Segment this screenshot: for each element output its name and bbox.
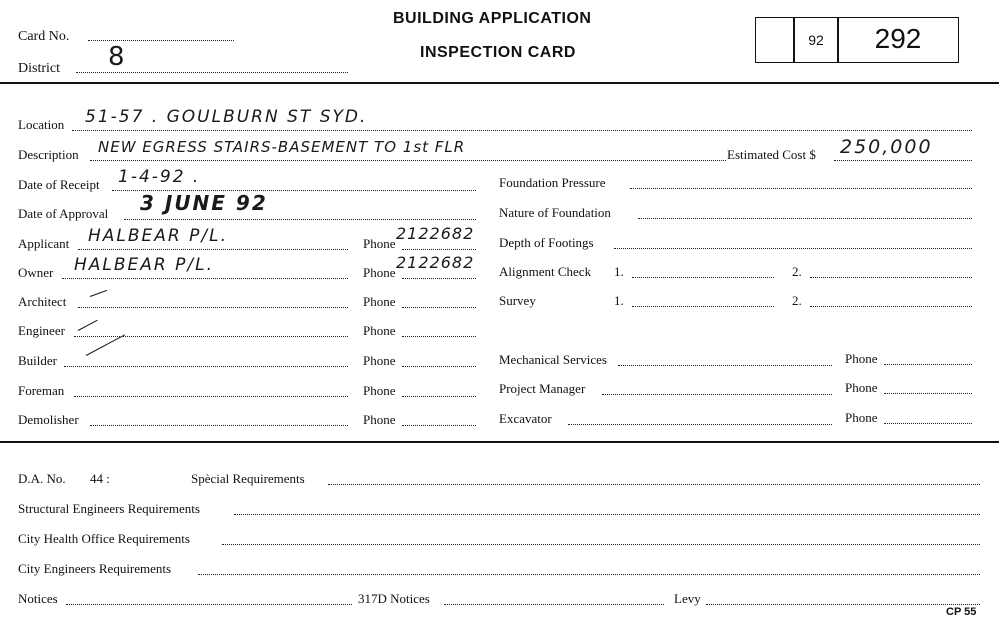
owner-phone-value: 2122682	[396, 253, 475, 272]
foreman-phone-field[interactable]	[402, 396, 476, 397]
card-box-blank	[755, 17, 795, 63]
foundation-pressure-field[interactable]	[630, 188, 972, 189]
demolisher-phone-label: Phone	[363, 412, 396, 427]
district-value: 8	[108, 42, 127, 72]
excavator-phone-label: Phone	[845, 410, 878, 425]
excavator-field[interactable]	[568, 424, 832, 425]
health-requirements-field[interactable]	[222, 544, 980, 545]
card-box-year	[793, 17, 839, 63]
location-label: Location	[18, 117, 65, 132]
health-requirements-label: City Health Office Requirements	[18, 531, 190, 546]
builder-field[interactable]	[64, 366, 348, 367]
builder-label: Builder	[18, 353, 57, 368]
page-title-line2: INSPECTION CARD	[420, 44, 576, 61]
estimated-cost-label: Estimated Cost $	[727, 147, 816, 162]
special-requirements-label: Spècial Requirements	[191, 471, 305, 486]
estimated-cost-field[interactable]	[834, 160, 972, 161]
foreman-label: Foreman	[18, 383, 65, 398]
excavator-phone-field[interactable]	[884, 423, 972, 424]
demolisher-label: Demolisher	[18, 412, 79, 427]
description-field[interactable]	[90, 160, 726, 161]
district-field[interactable]	[76, 72, 348, 73]
mechanical-services-label: Mechanical Services	[499, 352, 607, 367]
survey-1-field[interactable]	[632, 306, 774, 307]
notices-317d-field[interactable]	[444, 604, 664, 605]
mechanical-phone-label: Phone	[845, 351, 878, 366]
notices-field[interactable]	[66, 604, 352, 605]
alignment-check-1-field[interactable]	[632, 277, 774, 278]
builder-phone-field[interactable]	[402, 366, 476, 367]
date-receipt-label: Date of Receipt	[18, 177, 100, 192]
notices-label: Notices	[18, 591, 58, 606]
owner-value: HALBEAR P/L.	[74, 255, 214, 275]
estimated-cost-value: 250,000	[840, 136, 933, 158]
owner-field[interactable]	[62, 278, 348, 279]
architect-dash-mark	[90, 290, 107, 297]
survey-2-field[interactable]	[810, 306, 972, 307]
levy-label: Levy	[674, 591, 701, 606]
architect-label: Architect	[18, 294, 67, 309]
architect-phone-label: Phone	[363, 294, 396, 309]
card-no-label: Card No.	[18, 29, 70, 44]
mechanical-services-field[interactable]	[618, 365, 832, 366]
alignment-check-1-label: 1.	[614, 264, 624, 279]
structural-requirements-label: Structural Engineers Requirements	[18, 501, 200, 516]
nature-foundation-label: Nature of Foundation	[499, 205, 611, 220]
card-box-number	[837, 17, 959, 63]
card-box-number-value: 292	[874, 23, 922, 54]
alignment-check-2-label: 2.	[792, 264, 802, 279]
foreman-phone-label: Phone	[363, 383, 396, 398]
city-engineers-requirements-label: City Engineers Requirements	[18, 561, 172, 576]
district-label: District	[18, 61, 60, 76]
description-label: Description	[18, 147, 79, 162]
project-manager-phone-label: Phone	[845, 380, 878, 395]
engineer-field[interactable]	[74, 336, 348, 337]
date-approval-label: Date of Approval	[18, 206, 109, 221]
project-manager-field[interactable]	[602, 394, 832, 395]
project-manager-label: Project Manager	[499, 381, 586, 396]
date-approval-field[interactable]	[124, 219, 476, 220]
survey-label: Survey	[499, 293, 536, 308]
levy-field[interactable]	[706, 604, 980, 605]
engineer-dash-mark	[78, 320, 98, 331]
engineer-label: Engineer	[18, 323, 65, 338]
alignment-check-label: Alignment Check	[499, 264, 592, 279]
applicant-value: HALBEAR P/L.	[88, 226, 228, 246]
description-value: NEW EGRESS STAIRS-BASEMENT TO 1st FLR	[98, 138, 466, 156]
page-title-line1: BUILDING APPLICATION	[393, 10, 592, 27]
applicant-label: Applicant	[18, 236, 70, 251]
depth-footings-label: Depth of Footings	[499, 235, 594, 250]
owner-phone-label: Phone	[363, 265, 396, 280]
engineer-phone-label: Phone	[363, 323, 396, 338]
engineer-phone-field[interactable]	[402, 336, 476, 337]
depth-footings-field[interactable]	[614, 248, 972, 249]
alignment-check-2-field[interactable]	[810, 277, 972, 278]
architect-phone-field[interactable]	[402, 307, 476, 308]
applicant-phone-value: 2122682	[396, 224, 475, 243]
applicant-phone-field[interactable]	[402, 249, 476, 250]
demolisher-field[interactable]	[90, 425, 348, 426]
project-manager-phone-field[interactable]	[884, 393, 972, 394]
architect-field[interactable]	[78, 307, 348, 308]
excavator-label: Excavator	[499, 411, 552, 426]
builder-phone-label: Phone	[363, 353, 396, 368]
notices-317d-label: 317D Notices	[358, 591, 430, 606]
structural-requirements-field[interactable]	[234, 514, 980, 515]
da-no-value: 44 :	[90, 471, 110, 486]
date-approval-value: 3 JUNE 92	[140, 191, 268, 215]
card-box-year-value: 92	[808, 32, 824, 48]
date-receipt-value: 1-4-92 .	[118, 167, 201, 187]
foundation-pressure-label: Foundation Pressure	[499, 175, 606, 190]
city-engineers-requirements-field[interactable]	[198, 574, 980, 575]
owner-phone-field[interactable]	[402, 278, 476, 279]
card-no-field[interactable]	[88, 40, 234, 41]
applicant-phone-label: Phone	[363, 236, 396, 251]
nature-foundation-field[interactable]	[638, 218, 972, 219]
special-requirements-field[interactable]	[328, 484, 980, 485]
header-divider	[0, 82, 999, 84]
da-no-label: D.A. No.	[18, 471, 66, 486]
survey-2-label: 2.	[792, 293, 802, 308]
survey-1-label: 1.	[614, 293, 624, 308]
mechanical-phone-field[interactable]	[884, 364, 972, 365]
owner-label: Owner	[18, 265, 54, 280]
location-value: 51-57 . GOULBURN ST SYD.	[85, 107, 368, 127]
demolisher-phone-field[interactable]	[402, 425, 476, 426]
form-code: CP 55	[946, 606, 977, 618]
applicant-field[interactable]	[78, 249, 348, 250]
builder-dash-mark	[86, 334, 125, 356]
location-field[interactable]	[72, 130, 972, 131]
foreman-field[interactable]	[74, 396, 348, 397]
section-divider	[0, 441, 999, 443]
